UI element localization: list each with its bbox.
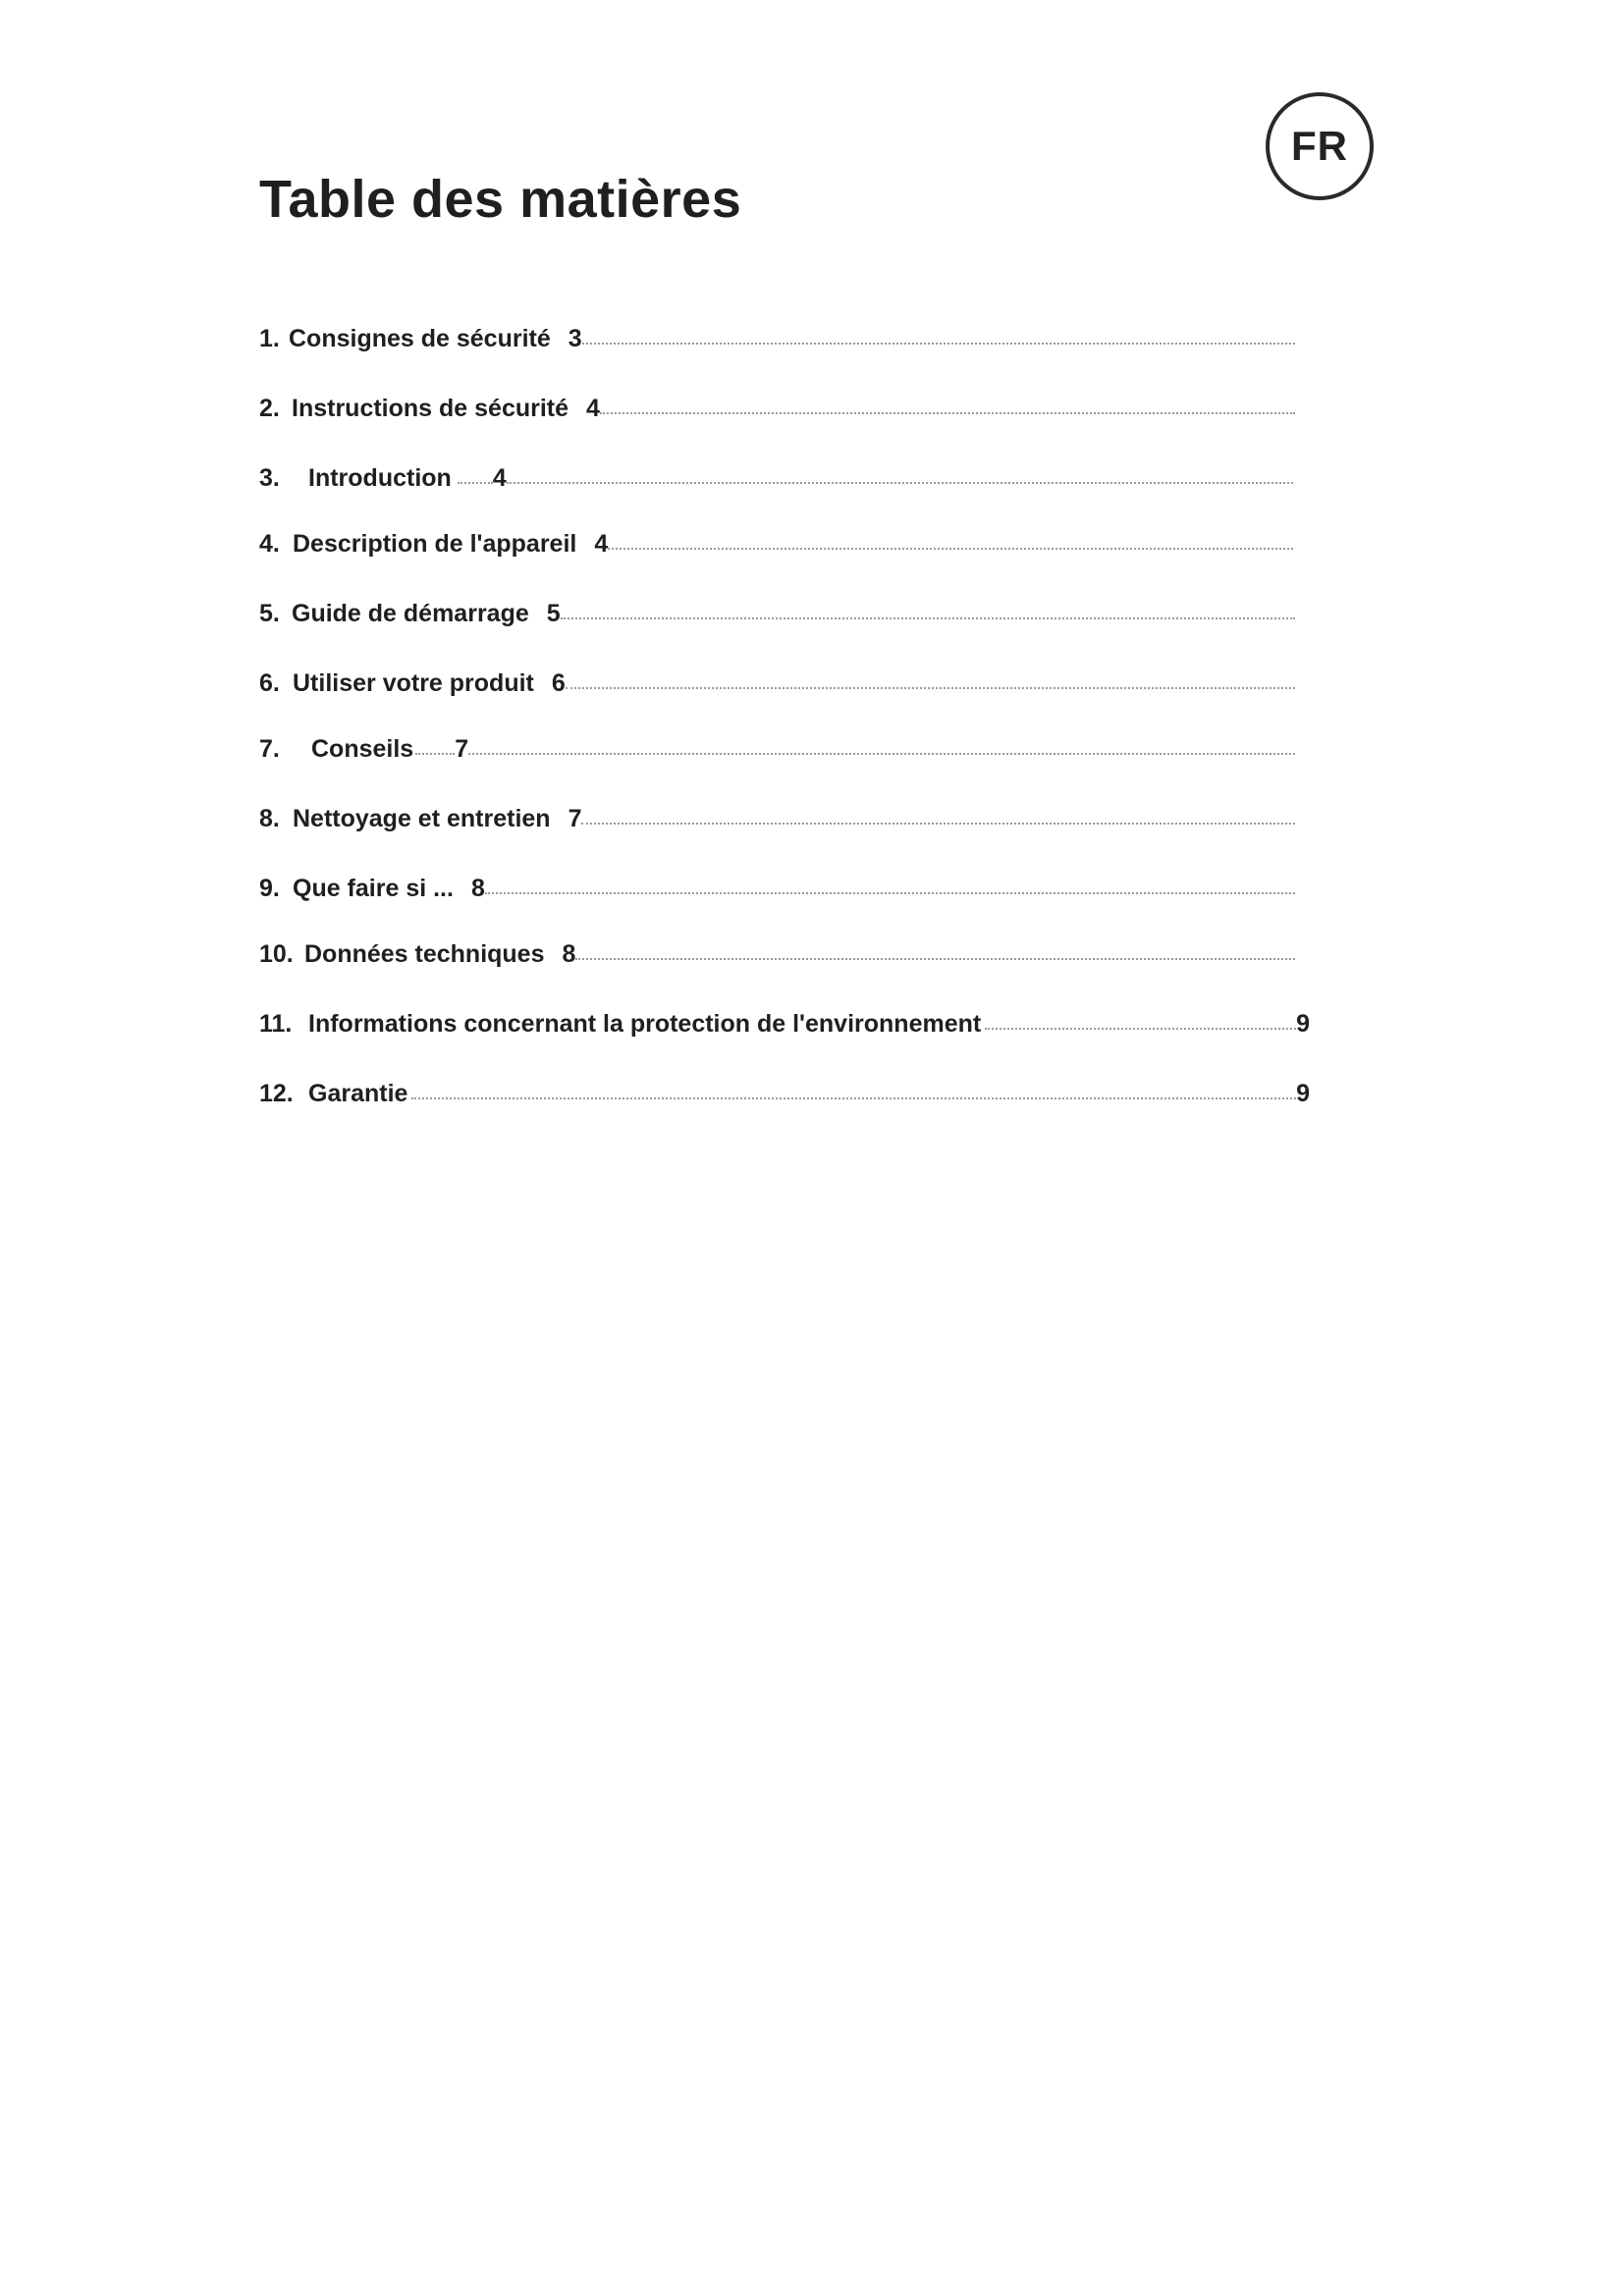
toc-entry-label: Que faire si ... (293, 875, 454, 902)
toc-dot-leader (485, 892, 1295, 894)
toc-entry-number: 9. (259, 875, 280, 902)
toc-dot-leader (608, 548, 1293, 550)
toc-entry-device-description[interactable] (259, 530, 1293, 569)
toc-entry-environment[interactable] (259, 1010, 1310, 1049)
toc-entry-safety-instructions[interactable] (259, 395, 1295, 434)
toc-entry-page: 7 (455, 735, 469, 763)
toc-dot-leader (575, 958, 1295, 960)
toc-dot-leader (582, 343, 1295, 345)
toc-entry-number: 1. (259, 325, 280, 352)
toc-entry-page: 9 (1296, 1010, 1310, 1038)
toc-entry-troubleshooting[interactable] (259, 875, 1295, 914)
toc-entry-tips[interactable] (259, 735, 1295, 774)
toc-entry-page: 4 (586, 395, 600, 422)
page-title: Table des matières (259, 170, 742, 229)
toc-entry-safety-guidelines[interactable] (259, 325, 1295, 364)
toc-entry-page: 8 (470, 875, 485, 902)
toc-entry-startup-guide[interactable] (259, 600, 1295, 639)
toc-entry-page: 8 (562, 940, 576, 968)
toc-entry-number: 10. (259, 940, 294, 968)
language-badge: FR (1266, 92, 1374, 200)
toc-entry-number: 6. (259, 669, 280, 697)
toc-entry-label: Instructions de sécurité (292, 395, 569, 422)
toc-entry-label: Données techniques (304, 940, 545, 968)
toc-dot-leader (985, 1028, 1296, 1030)
toc-dot-leader (415, 753, 455, 755)
toc-entry-number: 3. (259, 464, 280, 492)
toc-dot-leader (581, 823, 1295, 825)
toc-dot-leader (411, 1097, 1296, 1099)
toc-entry-label: Guide de démarrage (292, 600, 529, 627)
toc-entry-using-product[interactable] (259, 669, 1295, 709)
toc-entry-label: Consignes de sécurité (289, 325, 551, 352)
toc-entry-number: 2. (259, 395, 280, 422)
toc-entry-label: Introduction (308, 464, 452, 492)
toc-entry-number: 7. (259, 735, 280, 763)
toc-entry-cleaning-maintenance[interactable] (259, 805, 1295, 844)
toc-entry-page: 9 (1296, 1080, 1310, 1107)
toc-entry-warranty[interactable] (259, 1080, 1310, 1119)
toc-entry-label: Garantie (308, 1080, 408, 1107)
toc-entry-page: 4 (594, 530, 609, 558)
toc-entry-label: Description de l'appareil (293, 530, 577, 558)
toc-dot-leader (561, 617, 1295, 619)
toc-entry-introduction[interactable] (259, 464, 1293, 504)
toc-entry-number: 12. (259, 1080, 294, 1107)
toc-dot-leader (468, 753, 1295, 755)
toc-entry-page: 3 (568, 325, 582, 352)
toc-entry-number: 4. (259, 530, 280, 558)
toc-dot-leader (566, 687, 1295, 689)
toc-entry-technical-data[interactable] (259, 940, 1295, 980)
toc-entry-number: 11. (259, 1010, 293, 1038)
toc-entry-page: 6 (551, 669, 566, 697)
toc-entry-label: Conseils (311, 735, 414, 763)
toc-entry-page: 5 (546, 600, 561, 627)
toc-entry-page: 7 (568, 805, 582, 832)
toc-dot-leader (458, 482, 493, 484)
toc-entry-label: Utiliser votre produit (293, 669, 534, 697)
toc-entry-label: Nettoyage et entretien (293, 805, 551, 832)
toc-dot-leader (600, 412, 1295, 414)
toc-dot-leader (507, 482, 1293, 484)
toc-entry-page: 4 (492, 464, 507, 492)
toc-entry-label: Informations concernant la protection de l'environnement (308, 1010, 982, 1038)
toc-entry-number: 5. (259, 600, 280, 627)
toc-entry-number: 8. (259, 805, 280, 832)
